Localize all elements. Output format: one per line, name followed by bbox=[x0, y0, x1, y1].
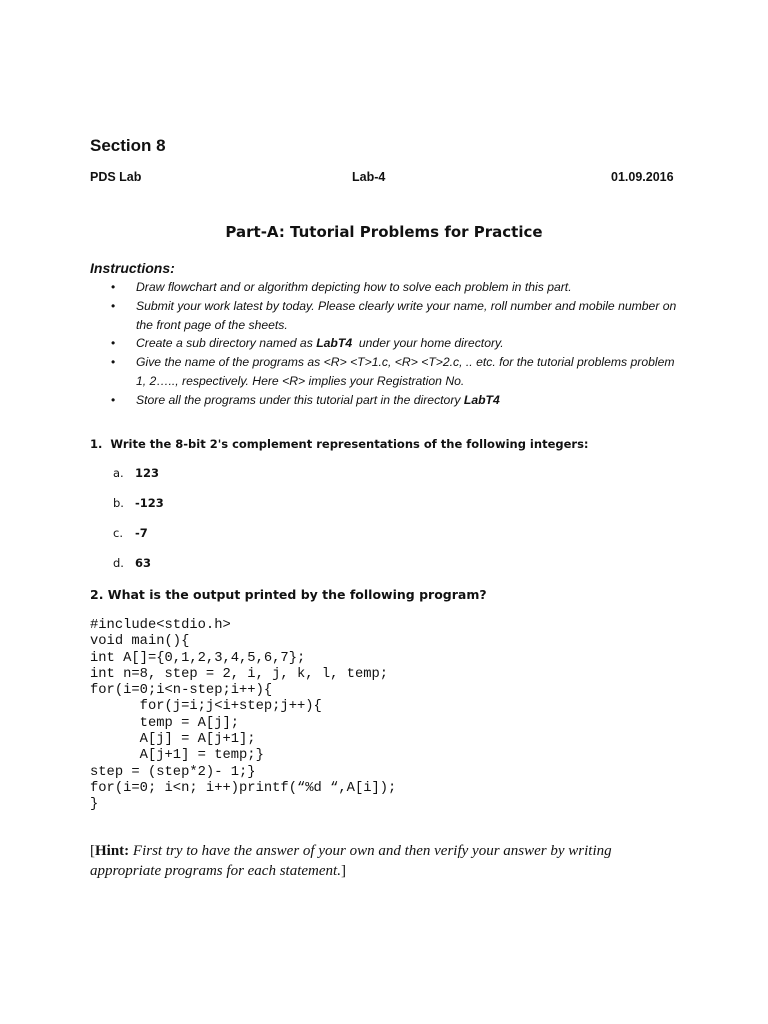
instructions-title: Instructions: bbox=[90, 260, 175, 276]
header-date: 01.09.2016 bbox=[611, 170, 674, 184]
instruction-text: Draw flowchart and or algorithm depicting how to solve each problem in this part. bbox=[136, 280, 572, 294]
option-value: -123 bbox=[135, 496, 164, 510]
instruction-text: Store all the programs under this tutorial part in the directory bbox=[136, 392, 464, 407]
question-1-options bbox=[113, 466, 164, 586]
hint-text: First try to have the answer of your own and then verify your answer by writing appropriate programs for each statement. bbox=[90, 843, 612, 879]
option-label: c. bbox=[113, 526, 123, 540]
instruction-item bbox=[108, 353, 688, 391]
hint-open-bracket: [ bbox=[90, 843, 95, 859]
hint bbox=[90, 841, 650, 881]
question-1: 1. Write the 8-bit 2's complement representations of the following integers: bbox=[90, 437, 589, 451]
hint-close-bracket: ] bbox=[340, 863, 346, 879]
option-item bbox=[113, 496, 164, 526]
option-item bbox=[113, 526, 164, 556]
instruction-text: Give the name of the programs as <R> <T>1.c, <R> <T>2.c, .. etc. for the tutorial problems problem 1, 2….., respectively. Here <R> implies your Registration No. bbox=[136, 355, 675, 388]
option-value: 63 bbox=[135, 556, 152, 570]
instructions-list bbox=[108, 278, 688, 410]
directory-name: LabT4 bbox=[463, 392, 500, 407]
question-2: 2. What is the output printed by the following program? bbox=[90, 587, 487, 602]
section-title: Section 8 bbox=[90, 136, 166, 155]
part-title: Part-A: Tutorial Problems for Practice bbox=[225, 223, 543, 241]
instruction-text: under your home directory. bbox=[352, 336, 504, 351]
instruction-text: Submit your work latest by today. Please clearly write your name, roll number and mobile number on the front page of the sheets. bbox=[136, 298, 677, 332]
hint-label: Hint: bbox=[95, 843, 130, 859]
option-label: b. bbox=[113, 496, 124, 510]
option-item bbox=[113, 466, 164, 496]
header-lab: Lab-4 bbox=[352, 170, 386, 184]
code-block: #include<stdio.h> void main(){ int A[]={0,1,2,3,4,5,6,7}; int n=8, step = 2, i, j, k, l, temp; for(i=0;i<n-step;i++){ for(j=i;j<i+step;j++){ temp = A[j]; A[j] = A[j+1]; A[j+1] = temp;} step = (step*2)- 1;} for(i=0; i<n; i++)printf(“%d “,A[i]); } bbox=[90, 618, 397, 813]
instruction-item bbox=[108, 278, 688, 297]
instruction-item bbox=[108, 297, 688, 335]
option-item bbox=[113, 556, 164, 586]
option-value: 123 bbox=[135, 466, 160, 480]
header-course: PDS Lab bbox=[90, 170, 142, 184]
option-label: d. bbox=[113, 556, 124, 570]
option-value: -7 bbox=[135, 526, 148, 540]
option-label: a. bbox=[113, 466, 124, 480]
instruction-text: Create a sub directory named as bbox=[136, 336, 317, 351]
directory-name: LabT4 bbox=[316, 336, 353, 351]
instruction-item bbox=[108, 334, 688, 353]
instruction-item bbox=[108, 391, 688, 410]
